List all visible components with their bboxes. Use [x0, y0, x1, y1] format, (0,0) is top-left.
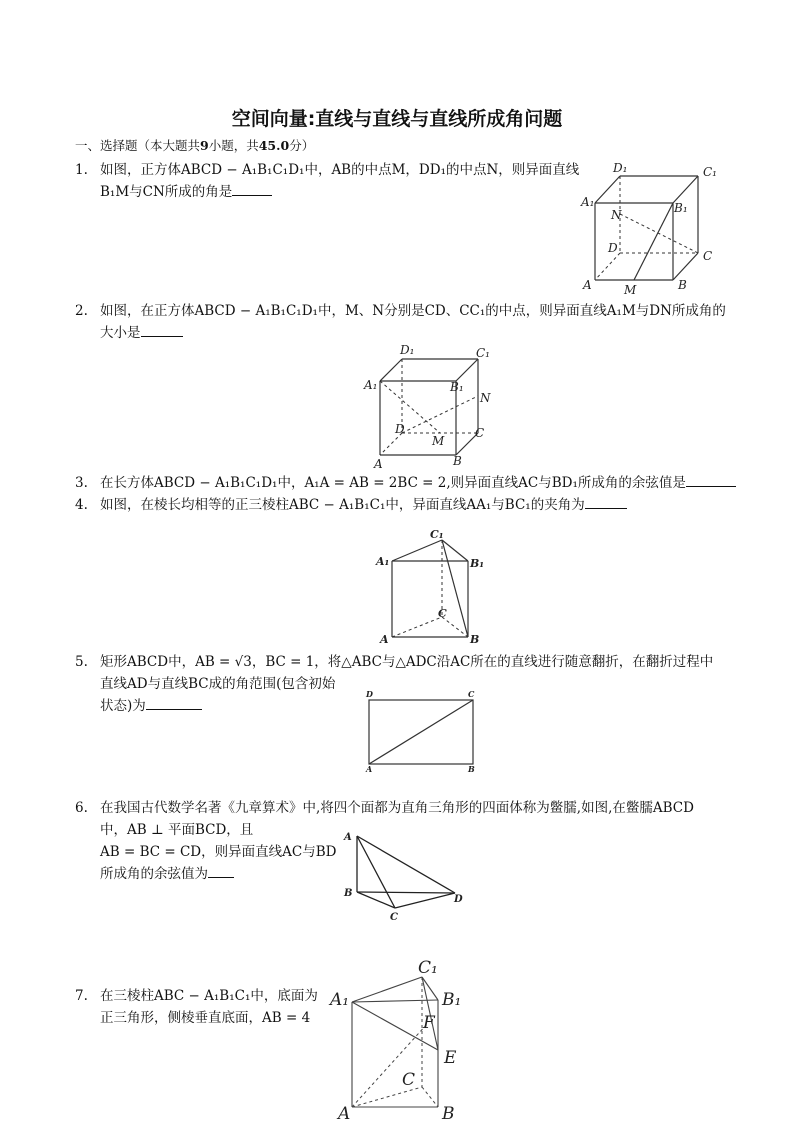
question-line: 中，AB ⊥ 平面BCD，且: [100, 822, 254, 838]
vertex-label: C₁: [430, 528, 444, 541]
vertex-label: D₁: [400, 343, 415, 357]
vertex-label: N: [480, 391, 491, 405]
answer-blank[interactable]: [232, 181, 272, 196]
vertex-label: A: [338, 1104, 351, 1123]
page-title: 空间向量:直线与直线与直线所成角问题: [231, 108, 563, 130]
vertex-label: D: [454, 894, 463, 905]
question-line-text: 在长方体ABCD − A₁B₁C₁D₁中，A₁A = AB = 2BC = 2,则异面直线AC与BD₁所成角的余弦值是: [100, 475, 686, 491]
vertex-label: E: [444, 1048, 457, 1068]
vertex-label: C₁: [476, 346, 490, 360]
figure-2-cube: [362, 342, 502, 470]
question-line: 在三棱柱ABC − A₁B₁C₁中，底面为: [100, 988, 318, 1004]
question-line: [100, 863, 234, 885]
question-line-text: 如图，在棱长均相等的正三棱柱ABC − A₁B₁C₁中，异面直线AA₁与BC₁的夹角为: [100, 497, 585, 513]
question-line: 正三角形，侧棱垂直底面，AB = 4: [100, 1010, 311, 1026]
vertex-label: C: [475, 426, 485, 440]
vertex-label: A: [380, 633, 389, 646]
answer-blank[interactable]: [146, 695, 202, 710]
question-line: 直线AD与直线BC成的角范围(包含初始: [100, 676, 336, 692]
question-number: 6.: [75, 800, 88, 816]
vertex-label: B: [344, 888, 353, 899]
vertex-label: B: [442, 1104, 455, 1123]
section-score: 45.0: [258, 138, 290, 153]
vertex-label: C: [468, 689, 475, 699]
question-line: [100, 181, 272, 203]
question-line: 矩形ABCD中，AB = √3，BC = 1，将△ABC与△ADC沿AC所在的直线进行随意翻折，在翻折过程中: [100, 654, 714, 670]
vertex-label: A₁: [330, 990, 350, 1010]
vertex-label: A: [583, 278, 592, 292]
vertex-label: C: [703, 249, 713, 263]
question-number: 1.: [75, 162, 88, 178]
answer-blank[interactable]: [585, 494, 627, 509]
section-suffix: 分）: [289, 138, 315, 153]
vertex-label: M: [624, 283, 637, 297]
vertex-label: C₁: [703, 165, 717, 179]
question-number: 7.: [75, 988, 88, 1004]
section-prefix: 一、选择题（本大题共: [75, 138, 201, 153]
vertex-label: B₁: [674, 201, 688, 215]
vertex-label: A: [344, 832, 352, 843]
vertex-label: C₁: [418, 958, 438, 978]
vertex-label: A₁: [364, 378, 378, 392]
question-line: [100, 494, 627, 516]
vertex-label: A₁: [581, 195, 595, 209]
vertex-label: D: [608, 241, 618, 255]
question-line: [100, 472, 736, 494]
vertex-label: C: [438, 607, 447, 620]
vertex-label: A₁: [376, 555, 390, 568]
question-line-text: 大小是: [100, 325, 141, 341]
vertex-label: F: [423, 1013, 435, 1033]
section-middle: 小题，共: [208, 138, 259, 153]
vertex-label: D: [395, 422, 405, 436]
answer-blank[interactable]: [141, 322, 183, 337]
vertex-label: B: [678, 278, 687, 292]
question-line-text: 状态)为: [100, 698, 146, 714]
vertex-label: B: [470, 633, 480, 646]
vertex-label: D: [366, 689, 373, 699]
answer-blank[interactable]: [208, 863, 234, 878]
question-line: 如图，在正方体ABCD − A₁B₁C₁D₁中，M、N分别是CD、CC₁的中点，则异面直线A₁M与DN所成角的: [100, 303, 726, 319]
question-line: [100, 322, 183, 344]
question-number: 5.: [75, 654, 88, 670]
vertex-label: C: [402, 1070, 416, 1090]
vertex-label: B₁: [470, 557, 485, 570]
vertex-label: A: [366, 764, 373, 774]
question-line: 如图，正方体ABCD − A₁B₁C₁D₁中，AB的中点M，DD₁的中点N，则异面直线: [100, 162, 580, 178]
question-line: AB = BC = CD，则异面直线AC与BD: [100, 844, 337, 860]
vertex-label: A: [374, 457, 383, 471]
vertex-label: B: [453, 454, 462, 468]
question-number: 4.: [75, 497, 88, 513]
question-line-text: B₁M与CN所成的角是: [100, 184, 233, 200]
vertex-label: N: [611, 208, 622, 222]
answer-blank[interactable]: [686, 472, 736, 487]
vertex-label: D₁: [613, 161, 628, 175]
figure-4-prism: [372, 527, 492, 647]
section-heading: [75, 136, 314, 154]
vertex-label: M: [432, 434, 445, 448]
question-line: [100, 695, 202, 717]
vertex-label: B₁: [450, 380, 464, 394]
vertex-label: B: [468, 764, 475, 774]
question-number: 2.: [75, 303, 88, 319]
question-count: 9: [200, 138, 209, 153]
figure-5-rectangle: [360, 688, 484, 774]
question-line-text: 所成角的余弦值为: [100, 866, 208, 882]
figure-1-cube: [575, 158, 725, 298]
question-number: 3.: [75, 475, 88, 491]
figure-7-prism: [330, 955, 470, 1123]
figure-6-tetrahedron: [340, 828, 470, 924]
vertex-label: C: [390, 912, 398, 923]
vertex-label: B₁: [442, 990, 462, 1010]
question-line: 在我国古代数学名著《九章算术》中,将四个面都为直角三角形的四面体称为鳖臑,如图,在鳖臑ABCD: [100, 800, 694, 816]
